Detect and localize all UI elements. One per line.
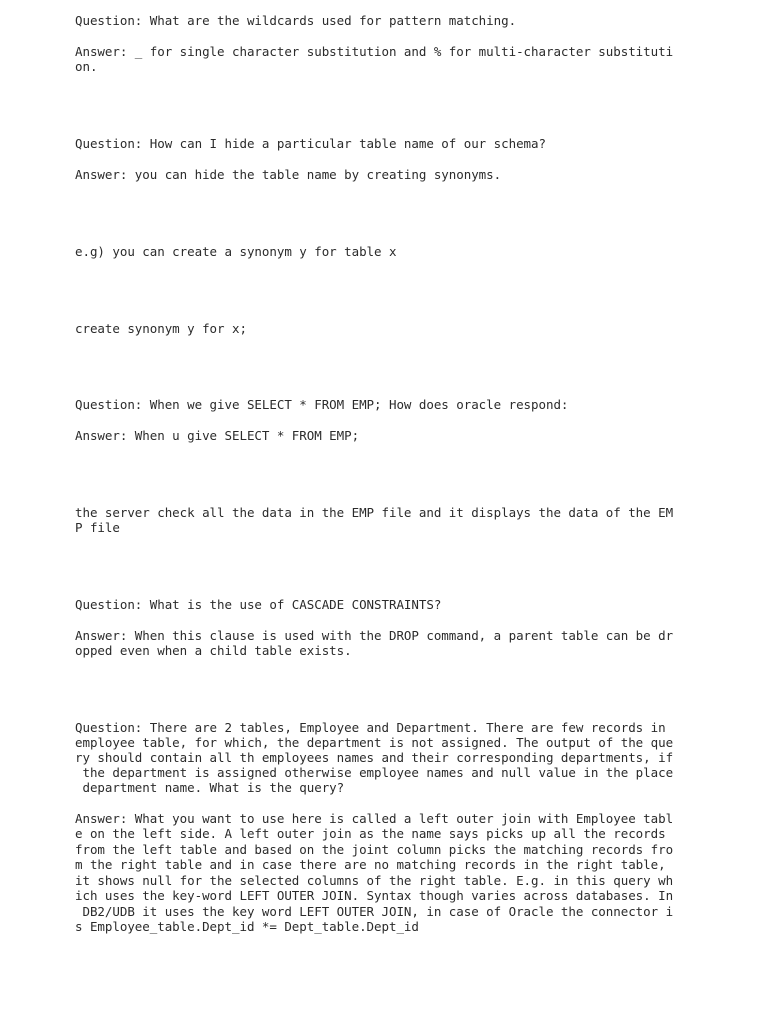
example-synonym-code: create synonym y for x; (75, 321, 247, 336)
question-outer-join-line-3: ry should contain all th employees names and their corresponding departments, if (75, 750, 674, 765)
question-cascade: Question: What is the use of CASCADE CONSTRAINTS? (75, 597, 442, 612)
question-outer-join-line-2: employee table, for which, the department is not assigned. The output of the que (75, 735, 674, 750)
answer-hide-table: Answer: you can hide the table name by creating synonyms. (75, 167, 502, 182)
question-outer-join-line-5: department name. What is the query? (75, 780, 345, 795)
answer-cascade-line-2: opped even when a child table exists. (75, 643, 352, 658)
answer-wildcards-line-2: on. (75, 59, 98, 74)
answer-cascade-line-1: Answer: When this clause is used with the DROP command, a parent table can be dr (75, 628, 674, 643)
answer-outer-join-line-3: from the left table and based on the joint column picks the matching records fro (75, 842, 674, 857)
question-outer-join-line-4: the department is assigned otherwise employee names and null value in the place (75, 765, 674, 780)
answer-outer-join-line-1: Answer: What you want to use here is called a left outer join with Employee tabl (75, 811, 674, 826)
answer-outer-join-line-8: s Employee_table.Dept_id *= Dept_table.Dept_id (75, 919, 419, 934)
answer-outer-join-line-2: e on the left side. A left outer join as the name says picks up all the records (75, 826, 666, 841)
answer-outer-join-line-5: it shows null for the selected columns of the right table. E.g. in this query wh (75, 873, 674, 888)
answer-select-emp-detail-2: P file (75, 520, 120, 535)
answer-outer-join-line-6: ich uses the key-word LEFT OUTER JOIN. Syntax though varies across databases. In (75, 888, 674, 903)
example-synonym-text: e.g) you can create a synonym y for table x (75, 244, 397, 259)
answer-select-emp: Answer: When u give SELECT * FROM EMP; (75, 428, 360, 443)
question-outer-join-line-1: Question: There are 2 tables, Employee and Department. There are few records in (75, 720, 666, 735)
question-hide-table: Question: How can I hide a particular table name of our schema? (75, 136, 546, 151)
question-wildcards: Question: What are the wildcards used for pattern matching. (75, 13, 517, 28)
answer-wildcards-line-1: Answer: _ for single character substitution and % for multi-character substituti (75, 44, 674, 59)
answer-outer-join-line-4: m the right table and in case there are no matching records in the right table, (75, 857, 666, 872)
answer-select-emp-detail-1: the server check all the data in the EMP file and it displays the data of the EM (75, 505, 674, 520)
question-select-emp: Question: When we give SELECT * FROM EMP; How does oracle respond: (75, 397, 569, 412)
answer-outer-join-line-7: DB2/UDB it uses the key word LEFT OUTER JOIN, in case of Oracle the connector i (75, 904, 674, 919)
